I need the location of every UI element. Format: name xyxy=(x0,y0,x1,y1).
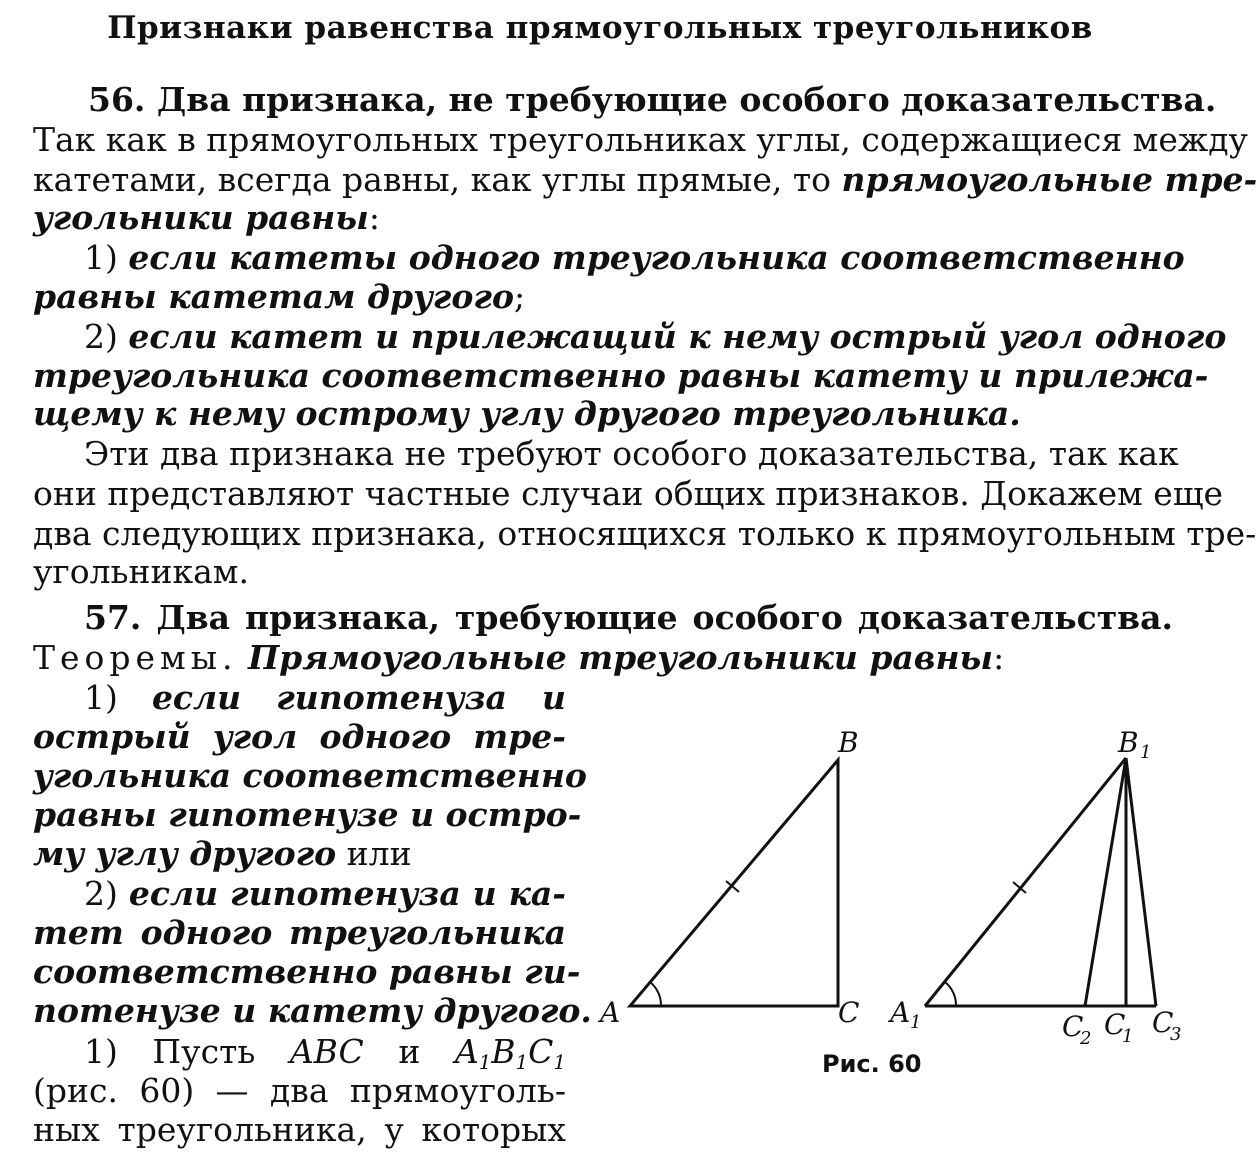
p56-line-4: угольники равны: xyxy=(33,198,380,237)
p56-criterion-2-line-c: щему к нему острому углу другого треугольника. xyxy=(33,394,1021,433)
p56-number: 56. xyxy=(88,80,146,119)
p57-t2-line-a: 2) если гипотенуза и ка- xyxy=(84,874,566,913)
p56-line-2: Так как в прямоугольных треугольниках углы, содержащиеся между xyxy=(33,120,1248,159)
p57-t1-line-c: угольника соответственно xyxy=(33,756,587,795)
p57-t2-line-d: потенузе и катету другого. xyxy=(33,991,592,1030)
label-c: C xyxy=(838,996,860,1029)
p56-criterion-2-line-a: 2) если катет и прилежащий к нему острый угол одного xyxy=(84,317,1227,356)
label-c3: C xyxy=(1152,1006,1174,1039)
label-c3-sub: 3 xyxy=(1170,1024,1182,1045)
p56-criterion-1-line-b: равны катетам другого; xyxy=(33,277,526,316)
p56-remark-line-3: два следующих признака, относящихся только к прямоугольным тре- xyxy=(33,514,1257,553)
p56-remark-line-2: они представляют частные случаи общих признаков. Докажем еще xyxy=(33,474,1224,513)
label-c1: C xyxy=(1104,1008,1126,1041)
p57-number: 57. xyxy=(84,598,142,637)
label-a1: A xyxy=(890,996,911,1029)
section-title: Признаки равенства прямоугольных треугольников xyxy=(107,10,1093,46)
triangle-abc xyxy=(630,760,838,1006)
angle-a1-arc xyxy=(945,982,956,1006)
label-a: A xyxy=(600,996,621,1029)
p57-t2-line-c: соответственно равны ги- xyxy=(33,952,581,991)
label-b: B xyxy=(838,726,859,759)
label-c1-sub: 1 xyxy=(1122,1026,1134,1047)
p56-heading: Два признака, не требующие особого доказательства. xyxy=(156,80,1217,119)
angle-a-arc xyxy=(650,982,661,1006)
label-c2: C xyxy=(1062,1010,1084,1043)
p57-t2-line-b: тет одного треугольника xyxy=(33,913,566,952)
p56-line-3: катетами, всегда равны, как углы прямые, то прямоугольные тре- xyxy=(33,160,1257,199)
p57-proof-line-2: (рис. 60) — два прямоуголь- xyxy=(33,1071,566,1110)
p56-criterion-1-line-a: 1) если катеты одного треугольника соответственно xyxy=(84,238,1185,277)
segment-b1c3 xyxy=(1126,758,1156,1006)
p56-remark-line-1: Эти два признака не требуют особого доказательства, так как xyxy=(84,434,1179,473)
p56-criterion-2-line-b: треугольника соответственно равны катету и прилежа- xyxy=(33,356,1209,395)
label-b1-sub: 1 xyxy=(1140,742,1152,763)
p57-proof-line-1: 1) Пусть ABC и $A_1B_1C_1$ xyxy=(84,1032,566,1074)
p57-heading: Два признака, требующие особого доказательства. xyxy=(156,598,1173,637)
p57-t1-line-b: острый угол одного тре- xyxy=(33,717,566,756)
figure-caption: Рис. 60 xyxy=(822,1050,922,1078)
p57-t1-line-d: равны гипотенузе и остро- xyxy=(33,795,582,834)
p57-t1-line-a: 1) если гипотенуза и xyxy=(84,678,566,717)
label-a1-sub: 1 xyxy=(910,1012,922,1033)
p56-remark-line-4: угольникам. xyxy=(33,552,249,591)
p57-t1-line-e: му углу другого или xyxy=(33,834,412,873)
p57-theorem-line: Теоремы. Прямоугольные треугольники равны: xyxy=(33,638,1005,677)
label-b1: B xyxy=(1118,726,1139,759)
label-c2-sub: 2 xyxy=(1080,1028,1092,1049)
hypotenuse-a1b1 xyxy=(925,758,1126,1006)
p57-proof-line-3: ных треугольника, у которых xyxy=(33,1110,566,1149)
segment-b1c2 xyxy=(1085,758,1126,1006)
